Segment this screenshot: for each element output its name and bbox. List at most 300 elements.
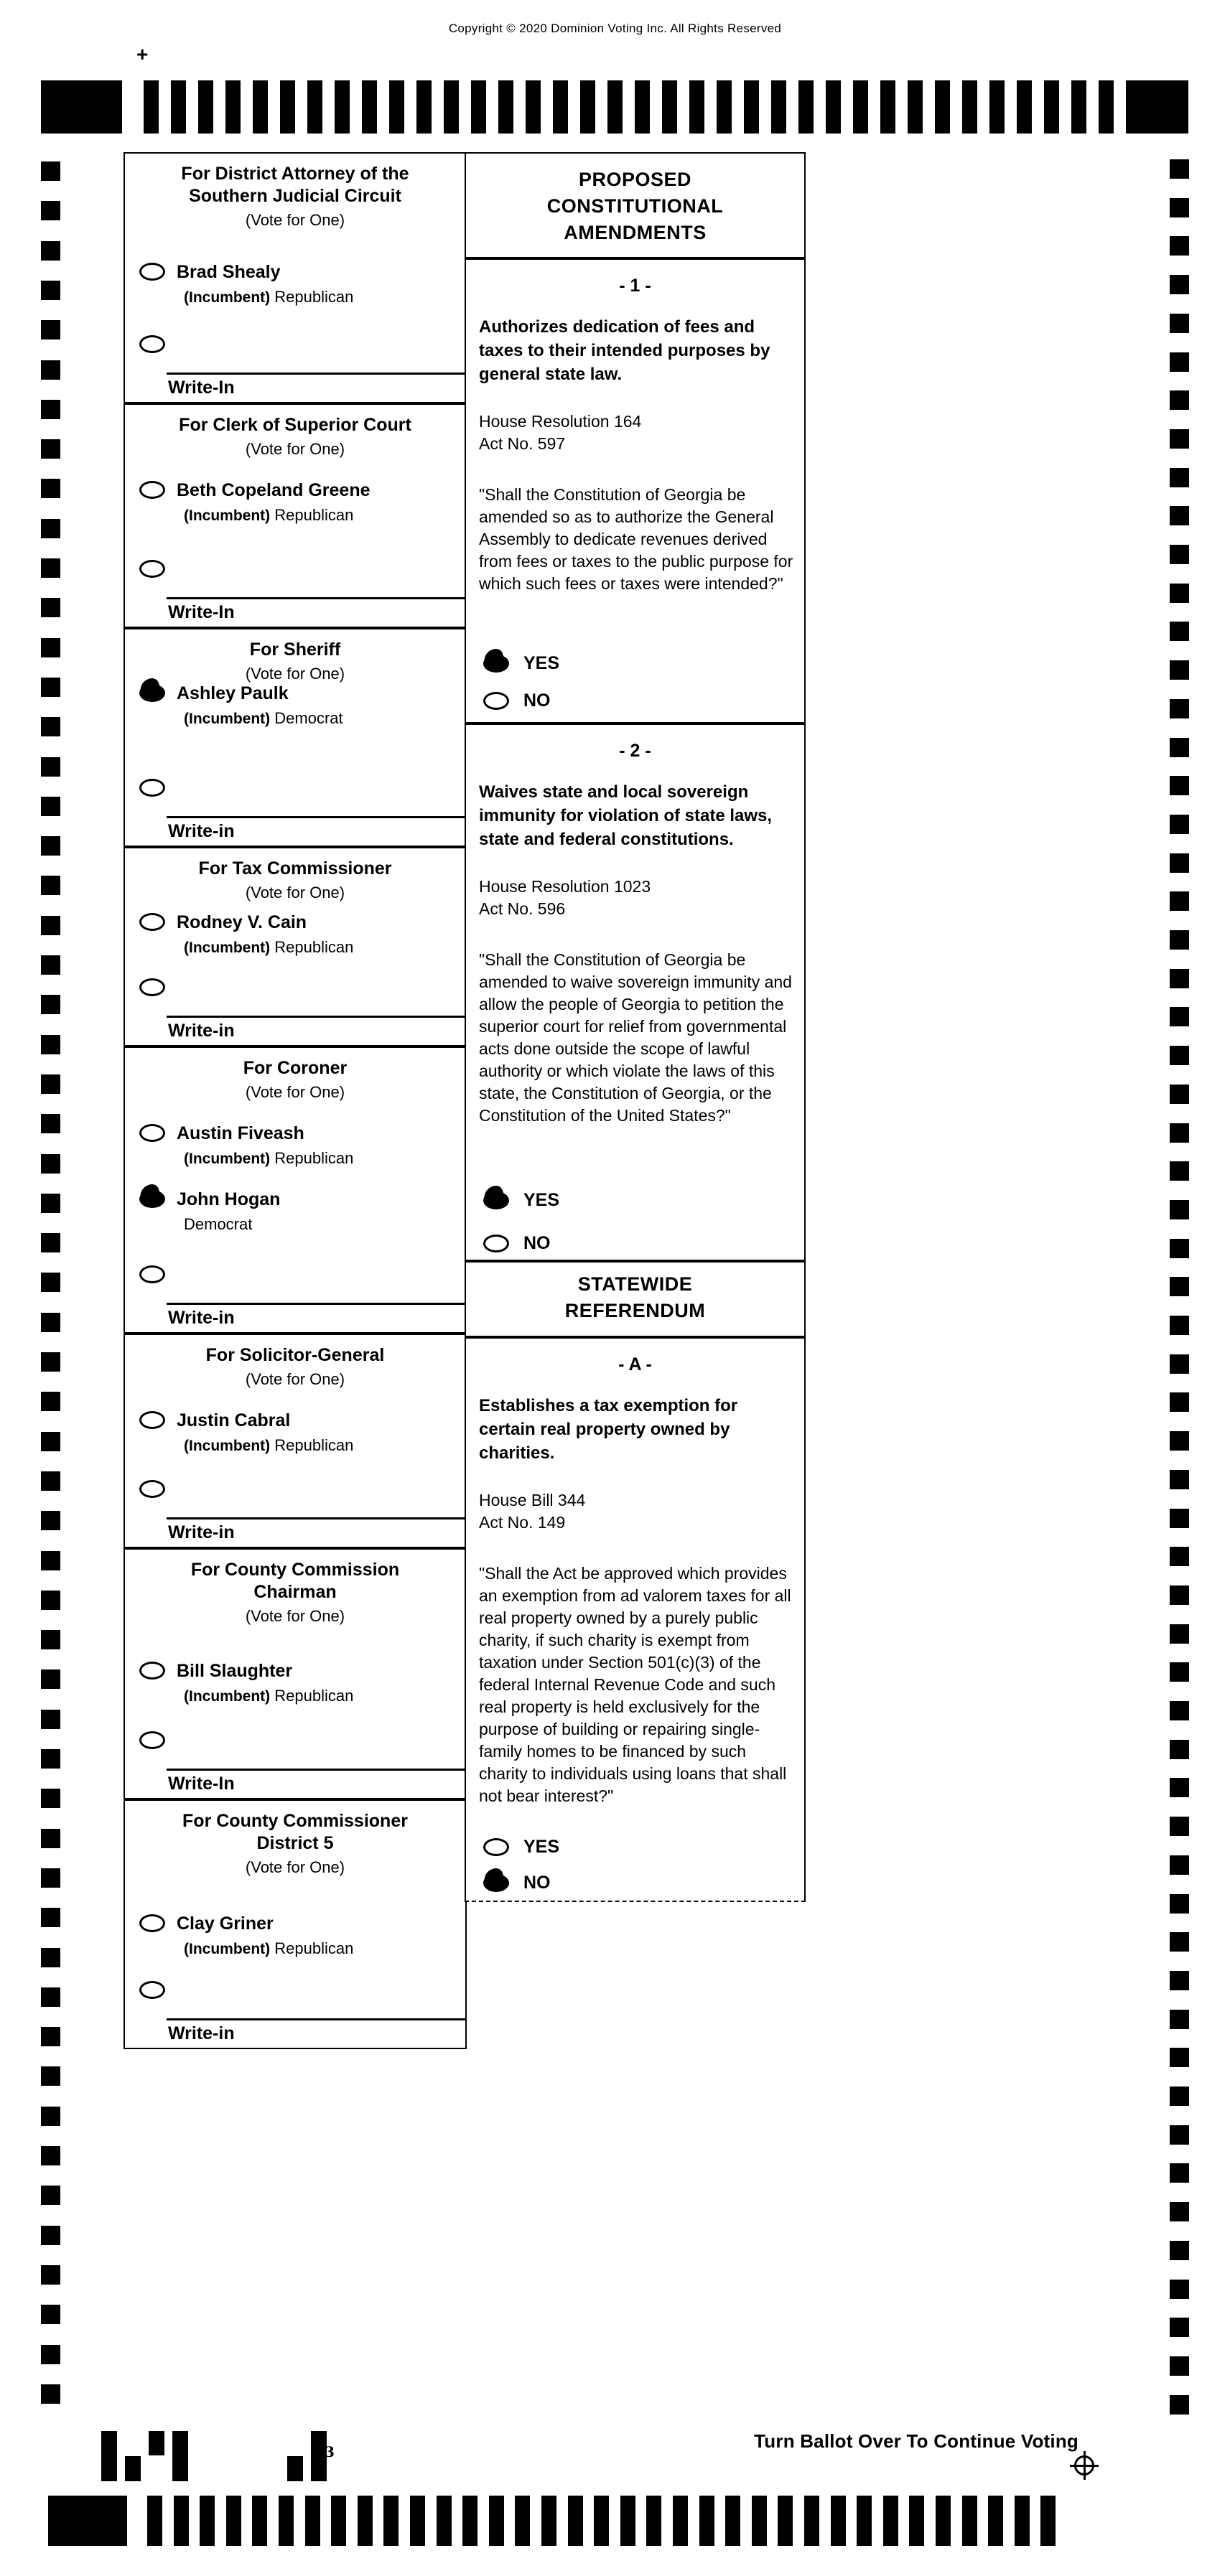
timing-mark [771,80,786,134]
timing-mark [515,2496,530,2546]
vote-for-instruction: (Vote for One) [245,211,345,229]
measure-question: "Shall the Constitution of Georgia be amended to waive sovereign immunity and allow the people of Georgia to petition the superior court for relief from governmental acts done outside the scope of lawful authority or which violate the laws of this state, the Constitution of Georgia, or the Constitution of the United States?" [479,950,792,1125]
timing-mark [1170,314,1189,333]
candidate-info: Bill Slaughter (Incumbent) Republican [177,1661,354,1705]
write-in-line[interactable] [167,1016,465,1018]
oval-yes-amendment-2[interactable] [483,1191,509,1209]
choice-row [483,1837,559,1858]
timing-mark [383,2496,399,2546]
amendments-header: PROPOSED CONSTITUTIONAL AMENDMENTS [465,152,806,258]
timing-mark [41,519,60,538]
timing-mark [778,2496,793,2546]
timing-mark [1170,2318,1189,2337]
write-in-line[interactable] [167,373,465,375]
timing-mark [1170,1123,1189,1143]
timing-mark [41,1669,60,1689]
timing-block-top-right [1126,80,1188,134]
write-in-line[interactable] [167,1517,465,1519]
timing-mark [689,80,704,134]
timing-mark [41,1313,60,1332]
registration-crosshair-icon [1074,2455,1094,2476]
timing-mark [41,1948,60,1967]
candidate-row [139,1914,460,1958]
timing-mark [41,757,60,777]
timing-mark [41,360,60,380]
timing-mark [1040,2496,1056,2546]
timing-mark [1170,352,1189,372]
write-in-line[interactable] [167,816,465,818]
candidate-info: Austin Fiveash (Incumbent) Republican [177,1123,354,1167]
oval-bill-slaughter[interactable] [139,1662,165,1680]
timing-mark [307,80,322,134]
timing-mark [41,836,60,856]
timing-mark [41,955,60,975]
timing-mark [699,2496,714,2546]
timing-mark [41,2305,60,2324]
timing-mark [1170,853,1189,873]
timing-mark [988,2496,1003,2546]
timing-mark [200,2496,215,2546]
measure-question: "Shall the Constitution of Georgia be amended so as to authorize the General Assembly to dedicate revenues derived from fees or taxes to the public purpose for which such fees or taxes were intended?" [479,485,793,593]
timing-mark [41,1630,60,1649]
timing-mark [41,1829,60,1848]
timing-mark [226,2496,241,2546]
timing-mark [147,2496,162,2546]
timing-mark [41,1352,60,1372]
candidate-info: Beth Copeland Greene (Incumbent) Republican [177,480,371,524]
write-in-label: Write-in [168,1522,235,1542]
timing-mark [1170,1277,1189,1296]
timing-mark [305,2496,320,2546]
contest-clerk-superior-court [124,403,467,628]
timing-mark [594,2496,609,2546]
timing-mark [1170,969,1189,988]
timing-mark [857,2496,872,2546]
referendum-header: STATEWIDE REFERENDUM [465,1261,806,1337]
barcode-mark [172,2431,188,2481]
timing-mark [225,80,241,134]
timing-mark [909,2496,924,2546]
timing-mark [41,638,60,657]
timing-mark [1170,390,1189,410]
timing-mark [279,2496,294,2546]
contest-solicitor-general [124,1334,467,1548]
write-in-label: Write-In [168,602,235,622]
timing-mark [389,80,404,134]
choice-row [483,653,559,674]
timing-mark [41,1908,60,1927]
timing-mark [853,80,868,134]
candidate-row [139,1411,460,1455]
timing-mark [1170,930,1189,950]
measure-references: House Resolution 1023 Act No. 596 [479,877,651,918]
timing-mark [673,2496,688,2546]
timing-mark [253,80,268,134]
oval-justin-cabral[interactable] [139,1411,165,1429]
timing-mark [1170,1662,1189,1682]
timing-mark [1170,660,1189,680]
barcode-mark [125,2456,141,2481]
timing-mark [1170,1817,1189,1836]
timing-mark [580,80,595,134]
contest-commissioner-district-5 [124,1799,467,2049]
timing-mark [962,80,977,134]
timing-mark [717,80,732,134]
write-in-line[interactable] [167,597,465,599]
timing-mark [171,80,186,134]
timing-mark [1170,1855,1189,1875]
timing-mark [41,2265,60,2285]
choice-row [483,1233,551,1254]
timing-block-top-left [41,80,122,134]
timing-mark [41,1710,60,1729]
timing-mark [41,1591,60,1610]
timing-mark [1015,2496,1030,2546]
timing-mark [1170,699,1189,718]
oval-yes-referendum-a[interactable] [483,1838,509,1856]
timing-mark [1170,2010,1189,2029]
contest-title: For District Attorney of the Southern Judicial Circuit [181,164,409,206]
contest-title: For Coroner [243,1058,348,1078]
timing-mark [444,80,459,134]
timing-mark [41,995,60,1014]
oval-yes-amendment-1[interactable] [483,655,509,673]
choice-row [483,690,551,711]
timing-mark [41,201,60,220]
timing-mark [1170,776,1189,795]
amendment-2 [465,723,806,1261]
timing-mark [41,1273,60,1292]
timing-mark [883,2496,898,2546]
timing-mark [1170,815,1189,834]
candidate-row [139,913,460,957]
timing-mark [1170,2048,1189,2067]
oval-write-in-coroner[interactable] [139,1265,165,1283]
measure-number: - A - [618,1354,652,1374]
measure-summary: Authorizes dedication of fees and taxes to their intended purposes by general state law. [479,317,770,384]
timing-mark [1170,275,1189,294]
timing-mark [41,797,60,816]
timing-mark [41,2345,60,2364]
timing-mark [41,598,60,617]
timing-mark [41,1392,60,1411]
no-label: NO [523,690,551,711]
write-in-label: Write-in [168,1308,235,1328]
timing-mark [41,2066,60,2086]
timing-mark [416,80,432,134]
timing-mark [1170,738,1189,757]
timing-mark [252,2496,267,2546]
timing-mark [1170,2125,1189,2145]
candidate-info: Clay Griner (Incumbent) Republican [177,1914,354,1957]
timing-mark [1170,1971,1189,1990]
timing-mark [1170,198,1189,217]
timing-mark [826,80,841,134]
timing-mark [752,2496,767,2546]
timing-mark [358,2496,373,2546]
timing-mark [41,479,60,498]
timing-mark [1044,80,1059,134]
timing-block-bottom-left [48,2496,127,2546]
contest-title: For County Commission Chairman [190,1560,400,1602]
timing-mark [1170,1740,1189,1759]
contest-district-attorney [124,152,467,403]
measure-summary: Establishes a tax exemption for certain real property owned by charities. [479,1396,738,1463]
timing-mark [526,80,541,134]
vote-for-instruction: (Vote for One) [245,1370,345,1388]
candidate-row [139,1662,460,1705]
timing-mark [744,80,759,134]
candidate-row [139,684,460,728]
timing-mark [41,439,60,459]
timing-mark [1170,1932,1189,1952]
contest-title: For Sheriff [249,640,341,660]
write-in-line[interactable] [167,2018,465,2020]
timing-mark [410,2496,425,2546]
timing-mark [1170,2241,1189,2260]
timing-mark [41,161,60,181]
oval-write-in-solicitor-general[interactable] [139,1480,165,1498]
timing-mark [1170,622,1189,641]
oval-beth-copeland-greene[interactable] [139,481,165,499]
write-in-label: Write-in [168,2023,235,2043]
barcode-mark [287,2456,303,2481]
measure-number: - 1 - [619,276,651,296]
candidate-info: John Hogan Democrat [177,1189,281,1233]
candidate-row [139,263,460,306]
write-in-line[interactable] [167,1769,465,1771]
timing-mark [620,2496,635,2546]
timing-mark [41,558,60,578]
timing-mark [662,80,677,134]
timing-mark [41,1194,60,1213]
referendum-a [465,1337,806,1902]
timing-mark [607,80,623,134]
timing-mark [1170,545,1189,564]
contest-title: For Clerk of Superior Court [179,415,411,435]
timing-mark [41,1987,60,2007]
timing-mark [1170,1586,1189,1605]
yes-label: YES [523,1190,560,1210]
timing-mark [41,876,60,895]
timing-mark [280,80,295,134]
timing-mark [41,281,60,300]
contest-commission-chairman [124,1548,467,1799]
timing-mark [1071,80,1086,134]
timing-mark [1170,1354,1189,1374]
timing-mark [41,1789,60,1808]
timing-mark [41,1233,60,1252]
contest-title: For County Commissioner District 5 [182,1811,408,1853]
timing-mark [1170,584,1189,603]
timing-mark [1170,2202,1189,2221]
timing-mark [646,2496,661,2546]
yes-label: YES [523,1837,560,1857]
timing-mark [1170,1085,1189,1104]
timing-mark [798,80,814,134]
timing-mark [935,80,950,134]
timing-mark [1099,80,1114,134]
timing-mark [174,2496,189,2546]
timing-mark [1170,1200,1189,1219]
oval-rodney-cain[interactable] [139,913,165,931]
vote-for-instruction: (Vote for One) [245,1858,345,1876]
timing-mark [635,80,650,134]
timing-mark [880,80,895,134]
timing-mark [1170,1239,1189,1258]
choice-row [483,1873,551,1893]
measure-references: House Bill 344 Act No. 149 [479,1491,586,1532]
timing-mark [437,2496,452,2546]
candidate-info: Brad Shealy (Incumbent) Republican [177,262,354,306]
timing-mark [1170,1509,1189,1528]
timing-mark [1170,506,1189,525]
timing-mark [41,1114,60,1133]
timing-mark [1170,1894,1189,1914]
timing-mark [1170,2163,1189,2183]
timing-mark [41,2146,60,2165]
measure-summary: Waives state and local sovereign immunity for violation of state laws, state and federal constitutions. [479,782,773,849]
timing-mark [804,2496,819,2546]
candidate-row [139,1190,460,1234]
timing-mark [1170,891,1189,911]
timing-mark [41,1074,60,1094]
timing-mark [1170,1161,1189,1181]
timing-mark [1170,1007,1189,1026]
timing-mark [1170,1624,1189,1644]
contest-title: For Tax Commissioner [198,858,392,879]
timing-mark [41,400,60,419]
timing-mark [41,1154,60,1174]
amendment-1 [465,258,806,723]
copyright-line: Copyright © 2020 Dominion Voting Inc. All Rights Reserved [448,22,782,35]
timing-mark [41,916,60,935]
timing-mark [498,80,513,134]
oval-write-in-sheriff[interactable] [139,779,165,797]
timing-mark [1170,468,1189,487]
oval-write-in-tax-commissioner[interactable] [139,978,165,996]
timing-mark [462,2496,477,2546]
oval-write-in-district-attorney[interactable] [139,335,165,353]
oval-no-amendment-1[interactable] [483,692,509,710]
candidate-row [139,481,460,525]
vote-for-instruction: (Vote for One) [245,1083,345,1101]
timing-mark [41,1511,60,1530]
measure-number: - 2 - [619,741,651,761]
oval-no-amendment-2[interactable] [483,1235,509,1252]
timing-mark [41,2186,60,2205]
oval-write-in-commission-chairman[interactable] [139,1731,165,1749]
contest-coroner [124,1046,467,1334]
timing-mark [1017,80,1032,134]
timing-mark [936,2496,951,2546]
write-in-line[interactable] [167,1303,465,1305]
registration-plus-mark: + [136,43,149,65]
candidate-info: Justin Cabral (Incumbent) Republican [177,1410,354,1454]
oval-write-in-clerk[interactable] [139,560,165,578]
timing-mark [725,2496,740,2546]
contest-sheriff [124,628,467,847]
contest-tax-commissioner [124,847,467,1046]
turn-ballot-over-text: Turn Ballot Over To Continue Voting [754,2430,1078,2452]
contest-title: For Solicitor-General [205,1345,385,1365]
timing-mark [489,2496,504,2546]
timing-mark [41,2027,60,2046]
barcode-mark [101,2431,117,2481]
candidate-row [139,1124,460,1168]
timing-mark [41,1868,60,1888]
oval-write-in-commissioner-district-5[interactable] [139,1981,165,1999]
oval-ashley-paulk[interactable] [139,684,165,702]
timing-mark [471,80,486,134]
vote-for-instruction: (Vote for One) [245,440,345,458]
candidate-info: Ashley Paulk (Incumbent) Democrat [177,683,343,727]
timing-mark [41,1749,60,1769]
timing-mark [1170,159,1189,179]
timing-mark [553,80,568,134]
timing-mark [41,1432,60,1451]
timing-mark [1170,1778,1189,1797]
oval-austin-fiveash[interactable] [139,1124,165,1142]
timing-mark [41,678,60,697]
timing-mark [41,717,60,736]
write-in-label: Write-in [168,821,235,841]
timing-mark [41,1551,60,1570]
timing-mark [541,2496,556,2546]
timing-mark [1170,236,1189,256]
vote-for-instruction: (Vote for One) [245,665,345,683]
oval-brad-shealy[interactable] [139,263,165,281]
timing-mark [1170,1392,1189,1412]
timing-mark [1170,1431,1189,1451]
oval-john-hogan[interactable] [139,1190,165,1208]
vote-for-instruction: (Vote for One) [245,1607,345,1625]
timing-mark [1170,1470,1189,1489]
timing-mark [335,80,350,134]
write-in-label: Write-in [168,1021,235,1041]
timing-mark [41,2226,60,2245]
oval-no-referendum-a[interactable] [483,1874,509,1892]
timing-mark [41,2107,60,2126]
sheet-number: 3 [325,2443,335,2460]
timing-mark [831,2496,846,2546]
timing-mark [568,2496,583,2546]
timing-mark [1170,1046,1189,1065]
vote-for-instruction: (Vote for One) [245,884,345,901]
timing-mark [1170,1701,1189,1720]
timing-mark [1170,2356,1189,2376]
timing-mark [331,2496,346,2546]
timing-mark [1170,1316,1189,1335]
timing-mark [144,80,159,134]
no-label: NO [523,1873,551,1893]
timing-mark [1170,429,1189,449]
no-label: NO [523,1233,551,1253]
measure-question: "Shall the Act be approved which provides an exemption from ad valorem taxes for all real property owned by a purely public charity, if such charity is exempt from taxation under Section 501(c)(3) of the federal Internal Revenue Code and such real property is held exclusively for the purpose of building or repairing single-family homes to be financed by such charity to individuals using loans that shall not bear interest?" [479,1564,791,1805]
timing-mark [41,1471,60,1491]
timing-mark [1170,1547,1189,1566]
timing-mark [989,80,1005,134]
timing-mark [1170,2395,1189,2415]
timing-mark [41,320,60,339]
timing-mark [362,80,377,134]
timing-mark [41,1035,60,1054]
timing-mark [41,2384,60,2404]
write-in-label: Write-In [168,378,235,398]
timing-mark [962,2496,977,2546]
timing-mark [1170,2086,1189,2106]
oval-clay-griner[interactable] [139,1914,165,1932]
